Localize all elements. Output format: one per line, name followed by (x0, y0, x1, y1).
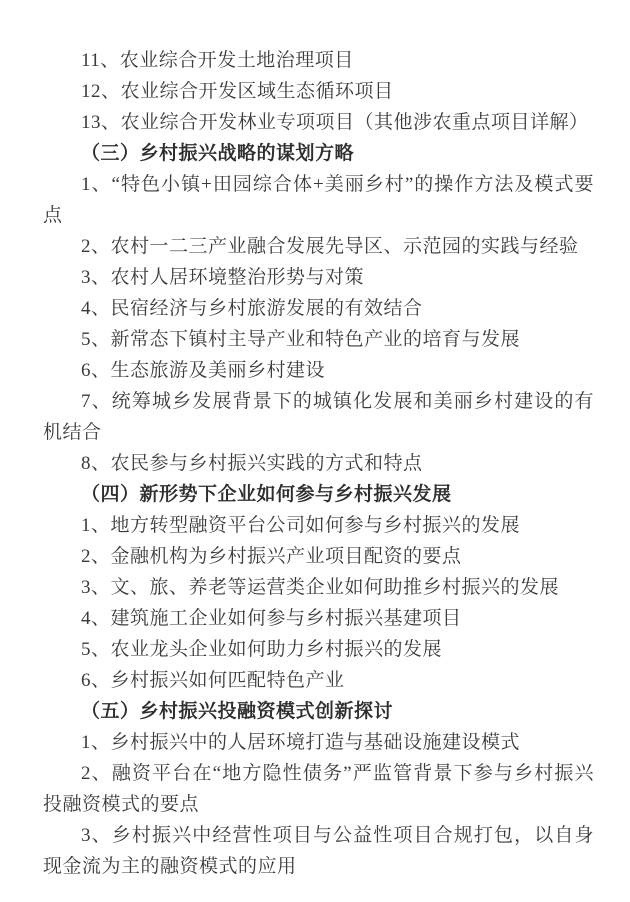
toc-item-s5-3: 3、乡村振兴中经营性项目与公益性项目合规打包，以自身现金流为主的融资模式的应用 (43, 825, 594, 877)
toc-item-s3-5: 5、新常态下镇村主导产业和特色产业的培育与发展 (81, 329, 521, 350)
toc-item-s3-8: 8、农民参与乡村振兴实践的方式和特点 (81, 453, 423, 474)
toc-item-11: 11、农业综合开发土地治理项目 (81, 50, 354, 71)
toc-item-s3-6: 6、生态旅游及美丽乡村建设 (81, 360, 326, 381)
section-heading-4: （四）新形势下企业如何参与乡村振兴发展 (81, 484, 452, 505)
toc-item-s3-2: 2、农村一二三产业融合发展先导区、示范园的实践与经验 (81, 236, 579, 257)
section-heading-5: （五）乡村振兴投融资模式创新探讨 (81, 701, 394, 722)
toc-item-s3-1: 1、“特色小镇+田园综合体+美丽乡村”的操作方法及模式要点 (43, 174, 594, 226)
toc-item-s4-3: 3、文、旅、养老等运营类企业如何助推乡村振兴的发展 (81, 577, 560, 598)
toc-item-s4-6: 6、乡村振兴如何匹配特色产业 (81, 670, 345, 691)
toc-item-s4-4: 4、建筑施工企业如何参与乡村振兴基建项目 (81, 608, 462, 629)
toc-item-s3-3: 3、农村人居环境整治形势与对策 (81, 267, 365, 288)
toc-item-s4-5: 5、农业龙头企业如何助力乡村振兴的发展 (81, 639, 443, 660)
section-heading-3: （三）乡村振兴战略的谋划方略 (81, 143, 355, 164)
toc-item-s5-1: 1、乡村振兴中的人居环境打造与基础设施建设模式 (81, 732, 521, 753)
toc-item-s3-4: 4、民宿经济与乡村旅游发展的有效结合 (81, 298, 423, 319)
toc-item-s3-7: 7、统筹城乡发展背景下的城镇化发展和美丽乡村建设的有机结合 (43, 391, 594, 443)
toc-item-12: 12、农业综合开发区域生态循环项目 (81, 81, 394, 102)
toc-item-s5-2: 2、融资平台在“地方隐性债务”严监管背景下参与乡村振兴投融资模式的要点 (43, 763, 594, 815)
toc-item-13: 13、农业综合开发林业专项项目（其他涉农重点项目详解） (81, 112, 589, 133)
toc-item-s4-2: 2、金融机构为乡村振兴产业项目配资的要点 (81, 546, 462, 567)
toc-item-s4-1: 1、地方转型融资平台公司如何参与乡村振兴的发展 (81, 515, 521, 536)
